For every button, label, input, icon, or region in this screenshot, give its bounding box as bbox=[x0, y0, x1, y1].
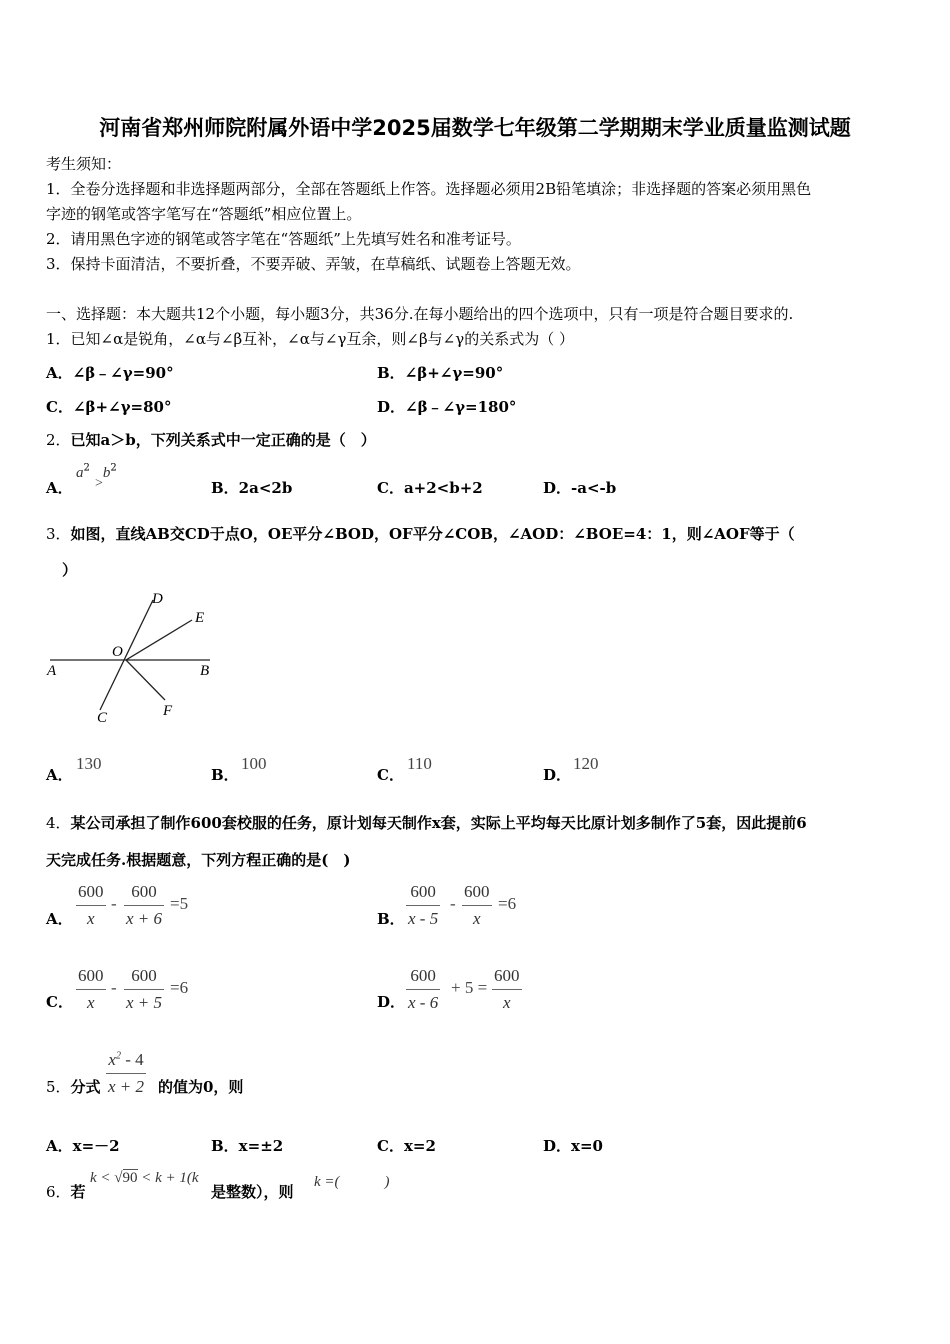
q1-option-b[interactable]: B．∠β+∠γ=90° bbox=[377, 364, 504, 382]
q2-b-var: b bbox=[102, 465, 111, 481]
question-4 bbox=[46, 812, 807, 833]
q4-d-numerator-2: 600 bbox=[494, 966, 520, 985]
question-6-pre: 若 bbox=[70, 1183, 86, 1201]
label-b: B bbox=[200, 663, 210, 679]
q2-option-a-expression[interactable] bbox=[76, 462, 117, 491]
q5-option-c[interactable]: C．x=2 bbox=[377, 1137, 436, 1155]
q2-a-var: a bbox=[76, 465, 84, 481]
q3-option-c-value[interactable]: 110 bbox=[407, 754, 432, 773]
q4-a-numerator-2: 600 bbox=[131, 882, 157, 901]
q6-expression-2: k =( ) bbox=[314, 1174, 390, 1190]
q3-option-b-value[interactable]: 100 bbox=[241, 754, 267, 773]
q4-option-a-label[interactable]: A． bbox=[46, 910, 73, 928]
question-2-number: 2． bbox=[46, 431, 71, 449]
q4-a-fraction-1[interactable] bbox=[76, 882, 106, 929]
q4-b-numerator-1: 600 bbox=[410, 882, 436, 901]
q4-c-operator: - bbox=[111, 978, 117, 997]
question-5-number: 5． bbox=[46, 1078, 71, 1096]
q5-denominator: x + 2 bbox=[106, 1073, 146, 1097]
label-d: D bbox=[152, 591, 163, 607]
question-1-number: 1． bbox=[46, 330, 71, 348]
notice-item-3: 3．保持卡面清洁，不要折叠，不要弄破、弄皱，在草稿纸、试题卷上答题无效。 bbox=[46, 255, 581, 273]
q2-option-c[interactable]: C．a+2<b+2 bbox=[377, 479, 483, 497]
q4-option-c-label[interactable]: C． bbox=[46, 993, 73, 1011]
q4-option-d-label[interactable]: D． bbox=[377, 993, 406, 1011]
q4-option-b-label[interactable]: B． bbox=[377, 910, 405, 928]
question-4-text-line-2: 天完成任务.根据题意，下列方程正确的是( ) bbox=[46, 851, 351, 869]
q3-option-d-value[interactable]: 120 bbox=[573, 754, 599, 773]
q4-d-denominator-1: x - 6 bbox=[406, 989, 440, 1013]
q4-c-rhs: =6 bbox=[170, 978, 189, 997]
q4-a-fraction-2[interactable] bbox=[124, 882, 164, 929]
question-4-text-line-1: 某公司承担了制作600套校服的任务，原计划每天制作x套，实际上平均每天比原计划多制作了5套，因此提前6 bbox=[70, 814, 807, 832]
q2-b-exponent: 2 bbox=[110, 462, 117, 474]
question-2 bbox=[46, 429, 376, 450]
question-4-number: 4． bbox=[46, 814, 71, 832]
label-f: F bbox=[163, 703, 173, 719]
q5-numerator-exponent: 2 bbox=[115, 1050, 121, 1062]
q4-a-denominator-2: x + 6 bbox=[124, 905, 164, 929]
notice-heading: 考生须知： bbox=[46, 155, 122, 173]
q2-option-a-label[interactable]: A． bbox=[46, 479, 73, 497]
q6-expr-left: k < bbox=[90, 1170, 111, 1186]
label-o: O bbox=[112, 644, 123, 660]
q4-b-numerator-2: 600 bbox=[464, 882, 490, 901]
q3-option-d-label[interactable]: D． bbox=[543, 766, 572, 784]
q1-option-d[interactable]: D．∠β﹣∠γ=180° bbox=[377, 398, 517, 416]
q4-a-rhs: =5 bbox=[170, 894, 189, 913]
q4-d-denominator-2: x bbox=[492, 989, 522, 1013]
q4-d-fraction-2[interactable] bbox=[492, 966, 522, 1013]
question-6-mid: 是整数），则 bbox=[211, 1183, 294, 1201]
q2-a-exponent: 2 bbox=[83, 462, 90, 474]
ray-of bbox=[126, 660, 165, 700]
notice-item-1-line-2: 字迹的钢笔或答字笔写在“答题纸”相应位置上。 bbox=[46, 205, 362, 223]
q6-radicand: 90 bbox=[122, 1170, 138, 1186]
q4-b-operator: - bbox=[450, 894, 456, 913]
page-title: 河南省郑州师院附属外语中学2025届数学七年级第二学期期末学业质量监测试题 bbox=[99, 116, 851, 140]
question-3-text-line-1: 如图，直线AB交CD于点O，OE平分∠BOD，OF平分∠COB，∠AOD：∠BOE=4：1，则∠AOF等于（ bbox=[70, 525, 795, 543]
q6-expr-right: < k + 1(k bbox=[141, 1170, 199, 1186]
q4-a-numerator-1: 600 bbox=[78, 882, 104, 901]
question-1 bbox=[46, 328, 574, 349]
q5-numerator-rest: - 4 bbox=[120, 1050, 144, 1069]
q5-option-b[interactable]: B．x=±2 bbox=[211, 1137, 284, 1155]
q4-c-numerator-2: 600 bbox=[131, 966, 157, 985]
q4-c-fraction-2[interactable] bbox=[124, 966, 164, 1013]
q4-c-fraction-1[interactable] bbox=[76, 966, 106, 1013]
question-5-prefix bbox=[46, 1076, 101, 1097]
q2-a-greater-than: > bbox=[94, 476, 103, 491]
q5-numerator-var: x bbox=[108, 1050, 116, 1069]
notice-item-2: 2．请用黑色字迹的钢笔或答字笔在“答题纸”上先填写姓名和准考证号。 bbox=[46, 230, 521, 248]
label-a: A bbox=[47, 663, 57, 679]
q3-option-b-label[interactable]: B． bbox=[211, 766, 239, 784]
question-2-text: 已知a＞b，下列关系式中一定正确的是（ ） bbox=[70, 431, 376, 449]
q1-option-c[interactable]: C．∠β+∠γ=80° bbox=[46, 398, 172, 416]
question-3-number: 3． bbox=[46, 525, 71, 543]
q4-b-rhs: =6 bbox=[498, 894, 517, 913]
q4-d-fraction-1[interactable] bbox=[406, 966, 440, 1013]
q3-option-a-value[interactable]: 130 bbox=[76, 754, 102, 773]
q4-d-operator: + 5 = bbox=[451, 978, 488, 997]
q3-geometry-figure bbox=[40, 585, 230, 730]
q4-b-denominator-2: x bbox=[462, 905, 492, 929]
q3-option-a-label[interactable]: A． bbox=[46, 766, 73, 784]
q4-a-denominator-1: x bbox=[76, 905, 106, 929]
question-5-post: 的值为0，则 bbox=[158, 1078, 244, 1096]
q4-c-numerator-1: 600 bbox=[78, 966, 104, 985]
question-3-text-line-2: ） bbox=[62, 561, 78, 579]
q4-b-denominator-1: x - 5 bbox=[406, 905, 440, 929]
ray-oe bbox=[126, 620, 192, 660]
q4-b-fraction-2[interactable] bbox=[462, 882, 492, 929]
q2-option-d[interactable]: D．-a<-b bbox=[543, 479, 617, 497]
question-6-number: 6． bbox=[46, 1183, 71, 1201]
q5-numerator bbox=[106, 1050, 146, 1073]
q4-c-denominator-1: x bbox=[76, 989, 106, 1013]
q5-fraction bbox=[106, 1050, 146, 1097]
line-cd bbox=[100, 600, 153, 710]
q4-d-numerator-1: 600 bbox=[410, 966, 436, 985]
question-1-text: 已知∠α是锐角，∠α与∠β互补，∠α与∠γ互余，则∠β与∠γ的关系式为（ ） bbox=[70, 330, 574, 348]
question-6-prefix bbox=[46, 1181, 86, 1202]
label-e: E bbox=[195, 610, 205, 626]
label-c: C bbox=[97, 710, 108, 726]
q5-option-d[interactable]: D．x=0 bbox=[543, 1137, 603, 1155]
q1-option-a[interactable]: A．∠β﹣∠γ=90° bbox=[46, 364, 174, 382]
notice-item-1-line-1: 1．全卷分选择题和非选择题两部分，全部在答题纸上作答。选择题必须用2B铅笔填涂；非选择题的答案必须用黑色 bbox=[46, 180, 812, 198]
q6-sqrt-sign: √ bbox=[114, 1170, 123, 1186]
q5-option-a[interactable]: A．x=－2 bbox=[46, 1137, 120, 1155]
q2-option-b[interactable]: B．2a<2b bbox=[211, 479, 293, 497]
q4-b-fraction-1[interactable] bbox=[406, 882, 440, 929]
question-3 bbox=[46, 523, 795, 544]
section-heading: 一、选择题：本大题共12个小题，每小题3分，共36分.在每小题给出的四个选项中，只有一项是符合题目要求的. bbox=[46, 305, 794, 323]
q4-a-operator: - bbox=[111, 894, 117, 913]
q3-option-c-label[interactable]: C． bbox=[377, 766, 404, 784]
q4-c-denominator-2: x + 5 bbox=[124, 989, 164, 1013]
question-5-pre: 分式 bbox=[70, 1078, 101, 1096]
q6-expression-1 bbox=[90, 1170, 199, 1187]
